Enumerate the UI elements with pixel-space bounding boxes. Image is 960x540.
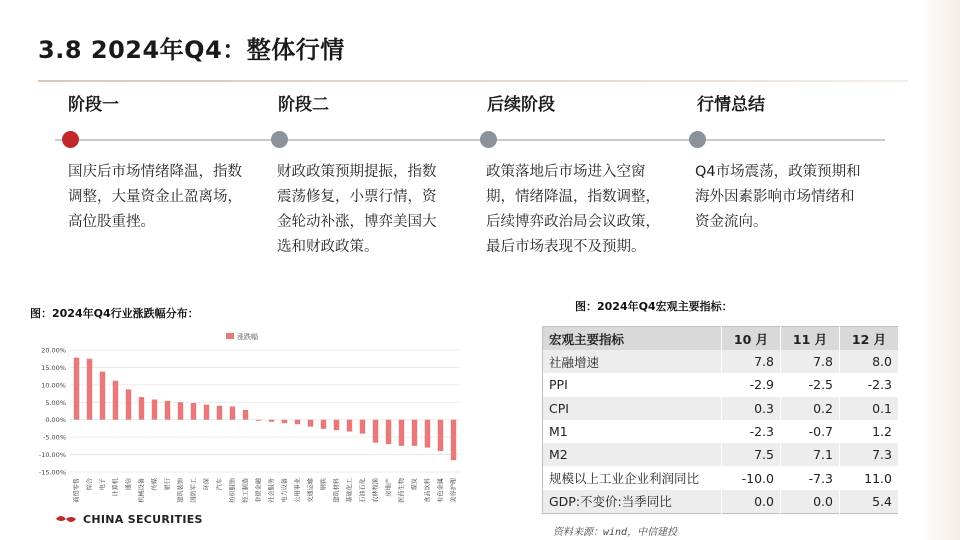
timeline-dot-2 bbox=[271, 131, 288, 148]
bar bbox=[87, 359, 92, 420]
table-row bbox=[543, 373, 899, 396]
bar bbox=[412, 420, 417, 446]
bar bbox=[165, 401, 170, 420]
x-tick-label: 交通运输 bbox=[307, 478, 315, 503]
table-row bbox=[543, 350, 899, 373]
indicator-value-cell: 7.8 bbox=[722, 350, 781, 373]
x-tick-label: 国防军工 bbox=[190, 478, 198, 503]
stage-text-4: Q4市场震荡，政策预期和海外因素影响市场情绪和资金流向。 bbox=[695, 164, 861, 230]
x-tick-label: 食品饮料 bbox=[424, 478, 432, 503]
x-tick-label: 机械设备 bbox=[138, 478, 146, 503]
bar bbox=[295, 420, 300, 425]
indicator-name-cell: CPI bbox=[543, 397, 722, 420]
indicator-name-cell: M1 bbox=[543, 420, 722, 443]
y-tick-label: 0.00% bbox=[45, 416, 66, 425]
right-figure-caption: 图：2024年Q4宏观主要指标： bbox=[575, 300, 733, 313]
x-tick-label: 商贸零售 bbox=[73, 478, 81, 503]
y-tick-label: -5.00% bbox=[43, 433, 66, 442]
x-tick-label: 非银金融 bbox=[255, 478, 263, 503]
indicator-value-cell: 1.2 bbox=[840, 420, 899, 443]
indicator-value-cell: 7.1 bbox=[781, 443, 840, 466]
x-tick-label: 社会服务 bbox=[268, 478, 276, 503]
indicator-value-cell: 7.3 bbox=[840, 443, 899, 466]
bar bbox=[386, 420, 391, 444]
bar bbox=[451, 420, 456, 460]
bar bbox=[243, 410, 248, 420]
stage-heading-1: 阶段一 bbox=[68, 95, 119, 115]
table-header-row bbox=[543, 327, 899, 351]
x-tick-label: 公用事业 bbox=[294, 478, 302, 503]
indicator-value-cell: -10.0 bbox=[722, 466, 781, 489]
timeline-dot-3 bbox=[480, 131, 497, 148]
x-tick-label: 建筑装饰 bbox=[177, 478, 185, 503]
table-header-cell: 12 月 bbox=[840, 327, 899, 351]
legend-label: 涨跌幅 bbox=[237, 333, 258, 341]
table-row bbox=[543, 443, 899, 466]
x-tick-label: 计算机 bbox=[112, 478, 120, 497]
indicator-value-cell: 11.0 bbox=[840, 466, 899, 489]
company-logo bbox=[55, 512, 203, 526]
x-tick-label: 美容护理 bbox=[450, 478, 458, 503]
logo-text: CHINA SECURITIES bbox=[83, 512, 203, 526]
x-tick-label: 建筑材料 bbox=[333, 478, 341, 503]
indicator-value-cell: 0.1 bbox=[840, 397, 899, 420]
y-tick-label: 15.00% bbox=[41, 363, 66, 372]
stage-heading-4: 行情总结 bbox=[697, 95, 765, 115]
decorative-side-band bbox=[920, 0, 960, 540]
timeline-line bbox=[55, 139, 885, 141]
bar bbox=[113, 381, 118, 420]
bar bbox=[282, 420, 287, 423]
bar bbox=[152, 399, 157, 419]
stage-text-3: 政策落地后市场进入空窗期，情绪降温，指数调整，后续博弈政治局会议政策，最后市场表现不及预期。 bbox=[486, 164, 660, 255]
x-tick-label: 煤炭 bbox=[411, 478, 419, 491]
y-tick-label: -15.00% bbox=[38, 468, 66, 477]
y-tick-label: 20.00% bbox=[41, 346, 66, 355]
indicator-value-cell: 5.4 bbox=[840, 490, 899, 514]
indicator-name-cell: GDP:不变价:当季同比 bbox=[543, 490, 722, 514]
bar bbox=[269, 420, 274, 422]
legend-swatch bbox=[226, 333, 234, 339]
y-tick-label: 10.00% bbox=[41, 381, 66, 390]
x-tick-label: 环保 bbox=[203, 478, 211, 491]
stage-text-2: 财政政策预期提振，指数震荡修复，小票行情，资金轮动补涨，博弈美国大选和财政政策。 bbox=[277, 164, 437, 255]
y-tick-label: 5.00% bbox=[45, 398, 66, 407]
bar bbox=[321, 420, 326, 429]
x-tick-label: 电子 bbox=[99, 478, 107, 491]
indicator-value-cell: -0.7 bbox=[781, 420, 840, 443]
x-tick-label: 医药生物 bbox=[398, 478, 406, 503]
x-tick-label: 银行 bbox=[164, 478, 172, 491]
bar bbox=[74, 358, 79, 420]
indicator-name-cell: 社融增速 bbox=[543, 350, 722, 373]
bar bbox=[256, 420, 261, 421]
stage-text-1: 国庆后市场情绪降温，指数调整，大量资金止盈离场，高位股重挫。 bbox=[68, 164, 242, 230]
x-tick-label: 石油石化 bbox=[359, 478, 367, 503]
x-tick-label: 基础化工 bbox=[346, 478, 354, 503]
bar bbox=[178, 402, 183, 419]
bar bbox=[217, 406, 222, 420]
table-header-cell: 10 月 bbox=[722, 327, 781, 351]
table-row bbox=[543, 466, 899, 489]
indicator-value-cell: 7.8 bbox=[781, 350, 840, 373]
x-tick-label: 房地产 bbox=[385, 478, 393, 497]
table-header-cell: 宏观主要指标 bbox=[543, 327, 722, 351]
indicator-value-cell: 0.2 bbox=[781, 397, 840, 420]
bar bbox=[373, 420, 378, 443]
bar bbox=[230, 406, 235, 419]
indicator-value-cell: -2.3 bbox=[722, 420, 781, 443]
table-row bbox=[543, 420, 899, 443]
x-tick-label: 轻工制造 bbox=[242, 478, 250, 503]
stage-heading-2: 阶段二 bbox=[278, 95, 329, 115]
indicator-value-cell: 8.0 bbox=[840, 350, 899, 373]
indicator-value-cell: 7.5 bbox=[722, 443, 781, 466]
table-header-cell: 11 月 bbox=[781, 327, 840, 351]
indicator-value-cell: -7.3 bbox=[781, 466, 840, 489]
indicator-name-cell: PPI bbox=[543, 373, 722, 396]
indicator-value-cell: 0.0 bbox=[781, 490, 840, 514]
indicator-value-cell: -2.3 bbox=[840, 373, 899, 396]
indicator-value-cell: 0.3 bbox=[722, 397, 781, 420]
y-tick-label: -10.00% bbox=[38, 451, 66, 460]
indicator-name-cell: M2 bbox=[543, 443, 722, 466]
bar bbox=[425, 420, 430, 448]
timeline-dot-4 bbox=[689, 131, 706, 148]
x-tick-label: 农林牧渔 bbox=[372, 478, 380, 503]
bar bbox=[204, 405, 209, 420]
bar bbox=[334, 420, 339, 430]
logo-mark-icon bbox=[55, 512, 77, 526]
x-tick-label: 电力设备 bbox=[281, 478, 289, 503]
timeline-dot-1 bbox=[62, 131, 79, 148]
stage-heading-3: 后续阶段 bbox=[487, 95, 555, 115]
x-tick-label: 通信 bbox=[125, 478, 133, 491]
bar bbox=[100, 372, 105, 420]
bar bbox=[347, 420, 352, 432]
right-figure-source: 资料来源：wind，中信建投 bbox=[553, 527, 678, 538]
table-row bbox=[543, 490, 899, 514]
indicator-value-cell: -2.9 bbox=[722, 373, 781, 396]
bar bbox=[438, 420, 443, 451]
indicator-value-cell: -2.5 bbox=[781, 373, 840, 396]
bar bbox=[360, 420, 365, 434]
table-row bbox=[543, 397, 899, 420]
x-tick-label: 钢铁 bbox=[320, 478, 328, 491]
bar bbox=[139, 397, 144, 420]
x-tick-label: 有色金属 bbox=[437, 478, 445, 503]
bar bbox=[399, 420, 404, 446]
x-tick-label: 汽车 bbox=[216, 478, 224, 491]
indicator-value-cell: 0.0 bbox=[722, 490, 781, 514]
indicator-name-cell: 规模以上工业企业利润同比 bbox=[543, 466, 722, 489]
industry-return-bar-chart bbox=[30, 330, 470, 540]
x-tick-label: 传媒 bbox=[151, 478, 159, 491]
bar bbox=[126, 389, 131, 419]
x-tick-label: 纺织服饰 bbox=[229, 478, 237, 503]
x-tick-label: 综合 bbox=[86, 478, 94, 491]
title-divider bbox=[38, 80, 908, 82]
bar bbox=[308, 420, 313, 427]
macro-indicator-table bbox=[542, 326, 899, 514]
slide-title: 3.8 2024年Q4：整体行情 bbox=[38, 36, 345, 64]
left-figure-caption: 图：2024年Q4行业涨跌幅分布： bbox=[30, 307, 199, 320]
bar bbox=[191, 403, 196, 420]
